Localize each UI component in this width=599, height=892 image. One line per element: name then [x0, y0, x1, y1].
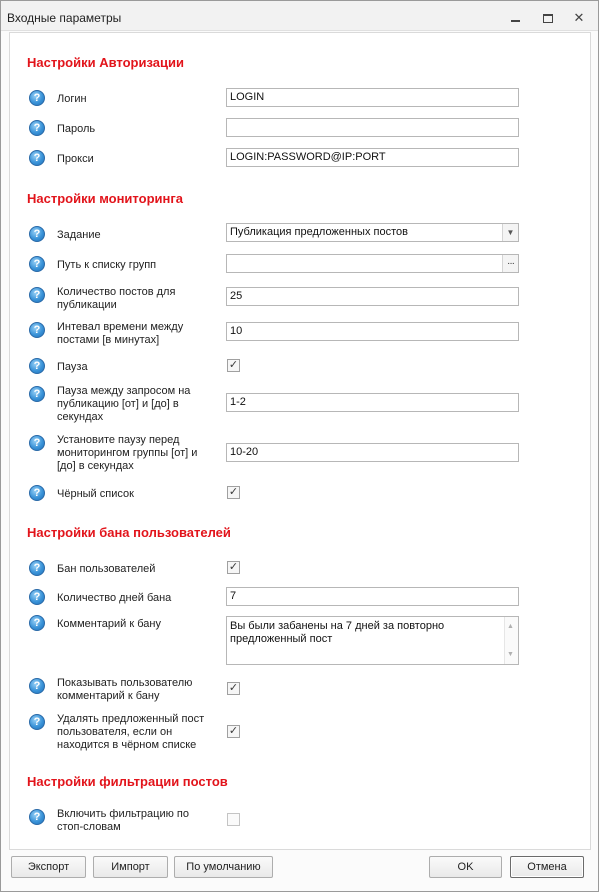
- ban-comment-label: Комментарий к бану: [57, 618, 161, 630]
- defaults-button[interactable]: По умолчанию: [174, 856, 273, 878]
- scroll-down-icon[interactable]: ▼: [507, 651, 514, 658]
- browse-icon[interactable]: ···: [502, 255, 518, 272]
- help-icon[interactable]: ?: [29, 714, 45, 730]
- export-button[interactable]: Экспорт: [11, 856, 86, 878]
- posts-count-field[interactable]: 25: [226, 287, 519, 306]
- help-icon[interactable]: ?: [29, 90, 45, 106]
- task-select[interactable]: [226, 223, 519, 242]
- help-icon[interactable]: ?: [29, 678, 45, 694]
- show-comment-label: Показывать пользователю комментарий к бану: [57, 677, 193, 702]
- ban-comment-value: Вы были забанены на 7 дней за повторно предложенный пост: [230, 620, 445, 645]
- ban-users-label: Бан пользователей: [57, 563, 156, 575]
- minimize-icon[interactable]: [507, 11, 523, 25]
- settings-panel: [9, 32, 591, 850]
- help-icon[interactable]: ?: [29, 589, 45, 605]
- help-icon[interactable]: ?: [29, 226, 45, 242]
- stopwords-checkbox[interactable]: [227, 813, 240, 826]
- window-title: Входные параметры: [7, 11, 122, 25]
- textarea-scrollbar[interactable]: [504, 617, 518, 664]
- section-title-auth: Настройки Авторизации: [27, 55, 184, 70]
- groups-path-field[interactable]: [226, 254, 519, 273]
- help-icon[interactable]: ?: [29, 386, 45, 402]
- monitor-pause-field[interactable]: 10-20: [226, 443, 519, 462]
- blacklist-label: Чёрный список: [57, 488, 134, 500]
- cancel-button[interactable]: Отмена: [510, 856, 584, 878]
- help-icon[interactable]: ?: [29, 435, 45, 451]
- help-icon[interactable]: ?: [29, 120, 45, 136]
- help-icon[interactable]: ?: [29, 256, 45, 272]
- ban-days-field[interactable]: 7: [226, 587, 519, 606]
- delete-post-checkbox[interactable]: ✓: [228, 725, 239, 737]
- help-icon[interactable]: ?: [29, 358, 45, 374]
- ban-days-label: Количество дней бана: [57, 592, 172, 604]
- section-title-monitoring: Настройки мониторинга: [27, 191, 183, 206]
- chevron-down-icon[interactable]: ▼: [502, 224, 518, 241]
- section-title-filter: Настройки фильтрации постов: [27, 774, 228, 789]
- blacklist-checkbox[interactable]: ✓: [228, 486, 239, 498]
- password-label: Пароль: [57, 123, 96, 135]
- show-comment-checkbox[interactable]: ✓: [228, 682, 239, 694]
- delete-post-label: Удалять предложенный пост пользователя, если он находится в чёрном списке: [57, 713, 205, 751]
- proxy-field[interactable]: LOGIN:PASSWORD@IP:PORT: [226, 148, 519, 167]
- ok-button[interactable]: OK: [429, 856, 502, 878]
- password-field[interactable]: [226, 118, 519, 137]
- help-icon[interactable]: ?: [29, 560, 45, 576]
- monitor-pause-label: Установите паузу перед мониторингом группы [от] и [до] в секундах: [57, 434, 198, 472]
- groups-path-label: Путь к списку групп: [57, 259, 157, 271]
- help-icon[interactable]: ?: [29, 485, 45, 501]
- help-icon[interactable]: ?: [29, 322, 45, 338]
- task-label: Задание: [57, 229, 101, 241]
- interval-field[interactable]: 10: [226, 322, 519, 341]
- login-field[interactable]: LOGIN: [226, 88, 519, 107]
- interval-label: Интевал времени между постами [в минутах]: [57, 321, 184, 346]
- posts-count-label: Количество постов для публикации: [57, 286, 176, 311]
- import-button[interactable]: Импорт: [93, 856, 168, 878]
- help-icon[interactable]: ?: [29, 809, 45, 825]
- login-label: Логин: [57, 93, 87, 105]
- help-icon[interactable]: ?: [29, 615, 45, 631]
- help-icon[interactable]: ?: [29, 287, 45, 303]
- request-pause-label: Пауза между запросом на публикацию [от] и [до] в секундах: [57, 385, 191, 423]
- section-title-ban: Настройки бана пользователей: [27, 525, 231, 540]
- scroll-up-icon[interactable]: ▲: [507, 623, 514, 630]
- ban-users-checkbox[interactable]: ✓: [228, 561, 239, 573]
- ban-comment-textarea[interactable]: [226, 616, 519, 665]
- help-icon[interactable]: ?: [29, 150, 45, 166]
- task-select-value: Публикация предложенных постов: [230, 226, 408, 238]
- request-pause-field[interactable]: 1-2: [226, 393, 519, 412]
- pause-label: Пауза: [57, 361, 88, 373]
- close-icon[interactable]: ✕: [573, 10, 585, 25]
- proxy-label: Прокси: [57, 153, 94, 165]
- maximize-icon[interactable]: [540, 11, 556, 25]
- stopwords-label: Включить фильтрацию по стоп-словам: [57, 808, 189, 833]
- pause-checkbox[interactable]: ✓: [228, 359, 239, 371]
- title-bar: [1, 1, 598, 31]
